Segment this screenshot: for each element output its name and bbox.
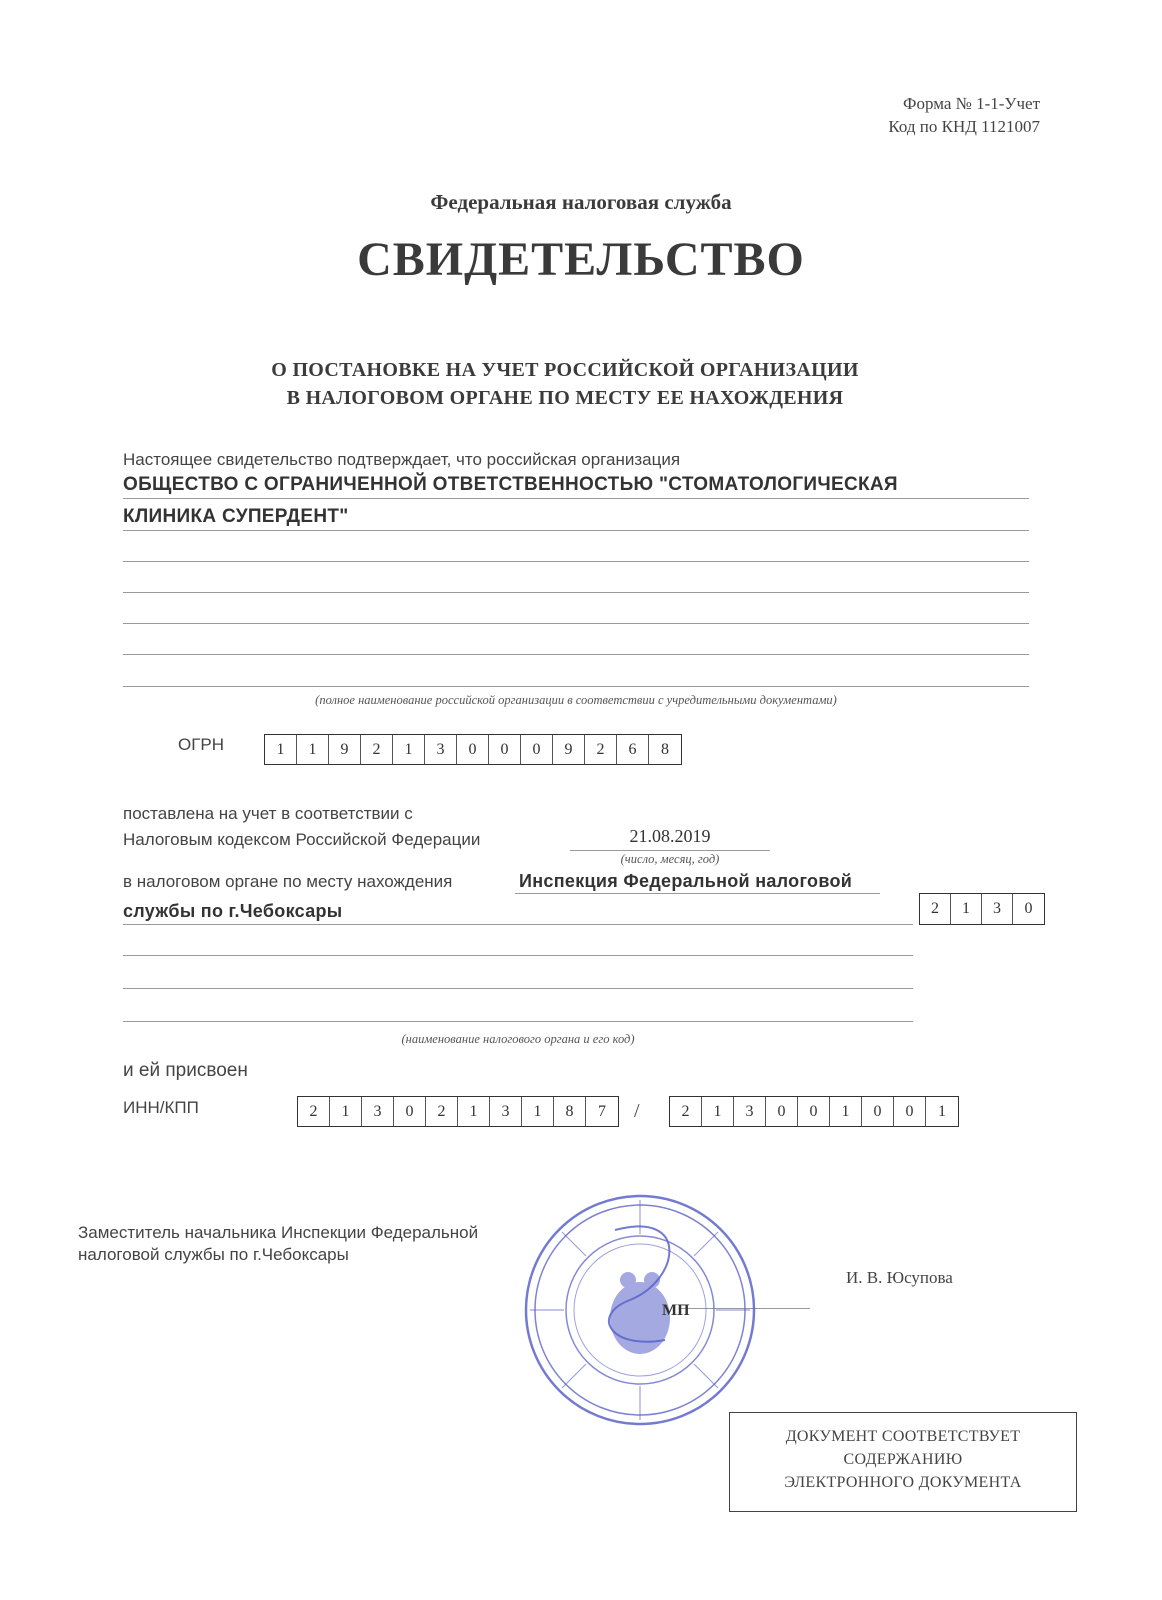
form-header [760, 92, 1040, 138]
digit-cell: 0 [894, 1097, 926, 1126]
digit-cell: 2 [426, 1097, 458, 1126]
digit-cell: 3 [734, 1097, 766, 1126]
date-caption: (число, месяц, год) [620, 852, 720, 866]
digit-cell: 1 [951, 894, 982, 924]
kpp-field [669, 1096, 959, 1127]
signatory-name: И. В. Юсупова [846, 1268, 953, 1287]
verification-line-1: ДОКУМЕНТ СООТВЕТСТВУЕТ [785, 1428, 1021, 1445]
digit-cell: 7 [598, 1102, 606, 1120]
digit-cell: 2 [585, 735, 617, 764]
assigned-text: и ей присвоен [123, 1060, 248, 1081]
digit-cell: 3 [982, 894, 1013, 924]
rule [123, 955, 913, 956]
intro-text: Настоящее свидетельство подтверждает, что российская организация [123, 450, 681, 469]
digit-cell: 2 [361, 735, 393, 764]
verification-line-2: СОДЕРЖАНИЮ [843, 1451, 963, 1468]
subtitle-line-1: О ПОСТАНОВКЕ НА УЧЕТ РОССИЙСКОЙ ОРГАНИЗАЦИИ [271, 359, 859, 381]
signatory-position [78, 1222, 478, 1266]
digit-cell: 0 [766, 1097, 798, 1126]
registration-date: 21.08.2019 [629, 826, 711, 846]
tax-authority-code-field [919, 893, 1045, 925]
digit-cell: 1 [330, 1097, 362, 1126]
org-name-caption: (полное наименование российской организации в соответствии с учредительными документами) [315, 693, 837, 707]
digit-cell: 1 [393, 735, 425, 764]
rule [123, 924, 913, 925]
digit-cell: 2 [298, 1097, 330, 1126]
rule [123, 623, 1029, 624]
digit-cell: 6 [617, 735, 649, 764]
registration-text-2: Налоговым кодексом Российской Федерации [123, 830, 481, 849]
rule [515, 893, 880, 894]
tax-authority-name-line-1: Инспекция Федеральной налоговой [519, 871, 853, 891]
official-seal-icon [520, 1190, 760, 1430]
inn-kpp-separator: / [634, 1100, 640, 1122]
subtitle-line-2: В НАЛОГОВОМ ОРГАНЕ ПО МЕСТУ ЕЕ НАХОЖДЕНИЯ [286, 387, 844, 409]
signatory-position-line-2: налоговой службы по г.Чебоксары [78, 1245, 349, 1264]
document-title: СВИДЕТЕЛЬСТВО [357, 233, 805, 286]
digit-cell: 1 [830, 1097, 862, 1126]
rule [123, 654, 1029, 655]
inn-field [297, 1096, 619, 1127]
digit-cell: 0 [489, 735, 521, 764]
digit-cell: 3 [490, 1097, 522, 1126]
document-subtitle [0, 356, 1130, 412]
rule [123, 1021, 913, 1022]
rule [570, 850, 770, 851]
rule [123, 592, 1029, 593]
org-name-line-1: ОБЩЕСТВО С ОГРАНИЧЕННОЙ ОТВЕТСТВЕННОСТЬЮ "СТОМАТОЛОГИЧЕСКАЯ [123, 474, 898, 495]
digit-cell: 1 [297, 735, 329, 764]
knd-code: Код по КНД 1121007 [888, 117, 1040, 136]
verification-box [729, 1412, 1077, 1512]
rule [123, 686, 1029, 687]
rule [123, 988, 913, 989]
digit-cell: 2 [920, 894, 951, 924]
rule [123, 561, 1029, 562]
digit-cell: 1 [265, 735, 297, 764]
tax-authority-name-line-2: службы по г.Чебоксары [123, 901, 343, 921]
seal-mark: МП [662, 1302, 690, 1319]
digit-cell: 1 [938, 1102, 946, 1120]
ogrn-label: ОГРН [178, 735, 225, 754]
rule [123, 530, 1029, 531]
signatory-position-line-1: Заместитель начальника Инспекции Федеральной [78, 1223, 479, 1242]
registration-text-1: поставлена на учет в соответствии с [123, 804, 413, 823]
verification-line-3: ЭЛЕКТРОННОГО ДОКУМЕНТА [784, 1474, 1022, 1491]
form-number: Форма № 1-1-Учет [903, 94, 1040, 113]
rule [123, 498, 1029, 499]
tax-authority-prefix: в налоговом органе по месту нахождения [123, 872, 453, 891]
digit-cell: 9 [553, 735, 585, 764]
ogrn-field [264, 734, 682, 765]
digit-cell: 1 [458, 1097, 490, 1126]
digit-cell: 0 [862, 1097, 894, 1126]
digit-cell: 1 [522, 1097, 554, 1126]
tax-authority-caption: (наименование налогового органа и его код) [401, 1032, 635, 1046]
digit-cell: 2 [670, 1097, 702, 1126]
digit-cell: 0 [521, 735, 553, 764]
digit-cell: 0 [394, 1097, 426, 1126]
digit-cell: 8 [661, 740, 669, 758]
agency-name: Федеральная налоговая служба [430, 190, 732, 214]
digit-cell: 0 [457, 735, 489, 764]
digit-cell: 9 [329, 735, 361, 764]
digit-cell: 0 [1024, 900, 1033, 917]
digit-cell: 0 [798, 1097, 830, 1126]
digit-cell: 3 [425, 735, 457, 764]
digit-cell: 3 [362, 1097, 394, 1126]
digit-cell: 1 [702, 1097, 734, 1126]
inn-kpp-label: ИНН/КПП [123, 1098, 199, 1117]
digit-cell: 8 [554, 1097, 586, 1126]
org-name-line-2: КЛИНИКА СУПЕРДЕНТ" [123, 506, 349, 527]
